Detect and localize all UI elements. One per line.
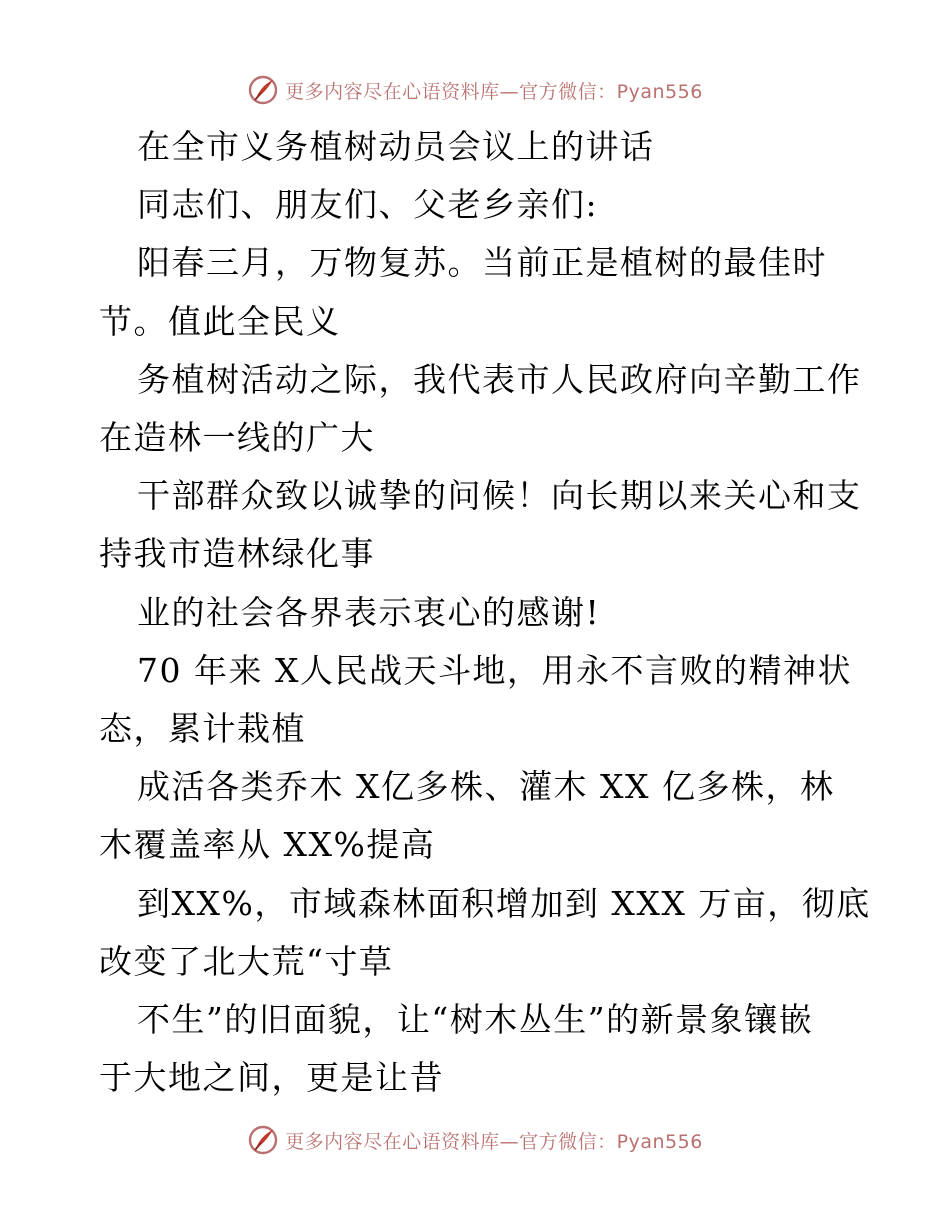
watermark-text: 更多内容尽在心语资料库—官方微信：Pyan556	[285, 1130, 703, 1153]
text-line: 不生”的旧面貌，让“树木丛生”的新景象镶嵌	[137, 1000, 814, 1039]
text-line: 持我市造林绿化事	[99, 534, 375, 574]
text-line: 阳春三月，万物复苏。当前正是植树的最佳时	[137, 243, 827, 283]
watermark-text: 更多内容尽在心语资料库—官方微信：Pyan556	[285, 80, 703, 103]
text-line: 同志们、朋友们、父老乡亲们:	[137, 185, 599, 225]
text-line: 70 年来 X人民战天斗地，用永不言败的精神状	[137, 650, 852, 690]
text-line: 木覆盖率从 XX%提高	[99, 825, 436, 865]
text-line: 务植树活动之际，我代表市人民政府向辛勤工作	[137, 359, 862, 399]
text-line: 改变了北大荒“寸草	[99, 941, 394, 981]
feather-pen-logo-icon	[247, 1124, 279, 1156]
text-line: 业的社会各界表示衷心的感谢!	[137, 592, 601, 632]
text-line: 在造林一线的广大	[99, 418, 375, 457]
text-line: 成活各类乔木 X亿多株、灌木 XX 亿多株，林	[137, 767, 835, 807]
feather-pen-logo-icon	[247, 74, 279, 106]
footer-watermark	[0, 1120, 950, 1160]
text-line: 到XX%，市域森林面积增加到 XXX 万亩，彻底	[137, 883, 871, 923]
text-line: 节。值此全民义	[99, 301, 341, 341]
text-line: 在全市义务植树动员会议上的讲话	[137, 127, 655, 166]
text-line: 于大地之间，更是让昔	[99, 1058, 444, 1098]
text-line: 干部群众致以诚挚的问候！向长期以来关心和支	[137, 476, 862, 516]
header-watermark	[0, 70, 950, 110]
text-line: 态，累计栽植	[99, 709, 306, 748]
